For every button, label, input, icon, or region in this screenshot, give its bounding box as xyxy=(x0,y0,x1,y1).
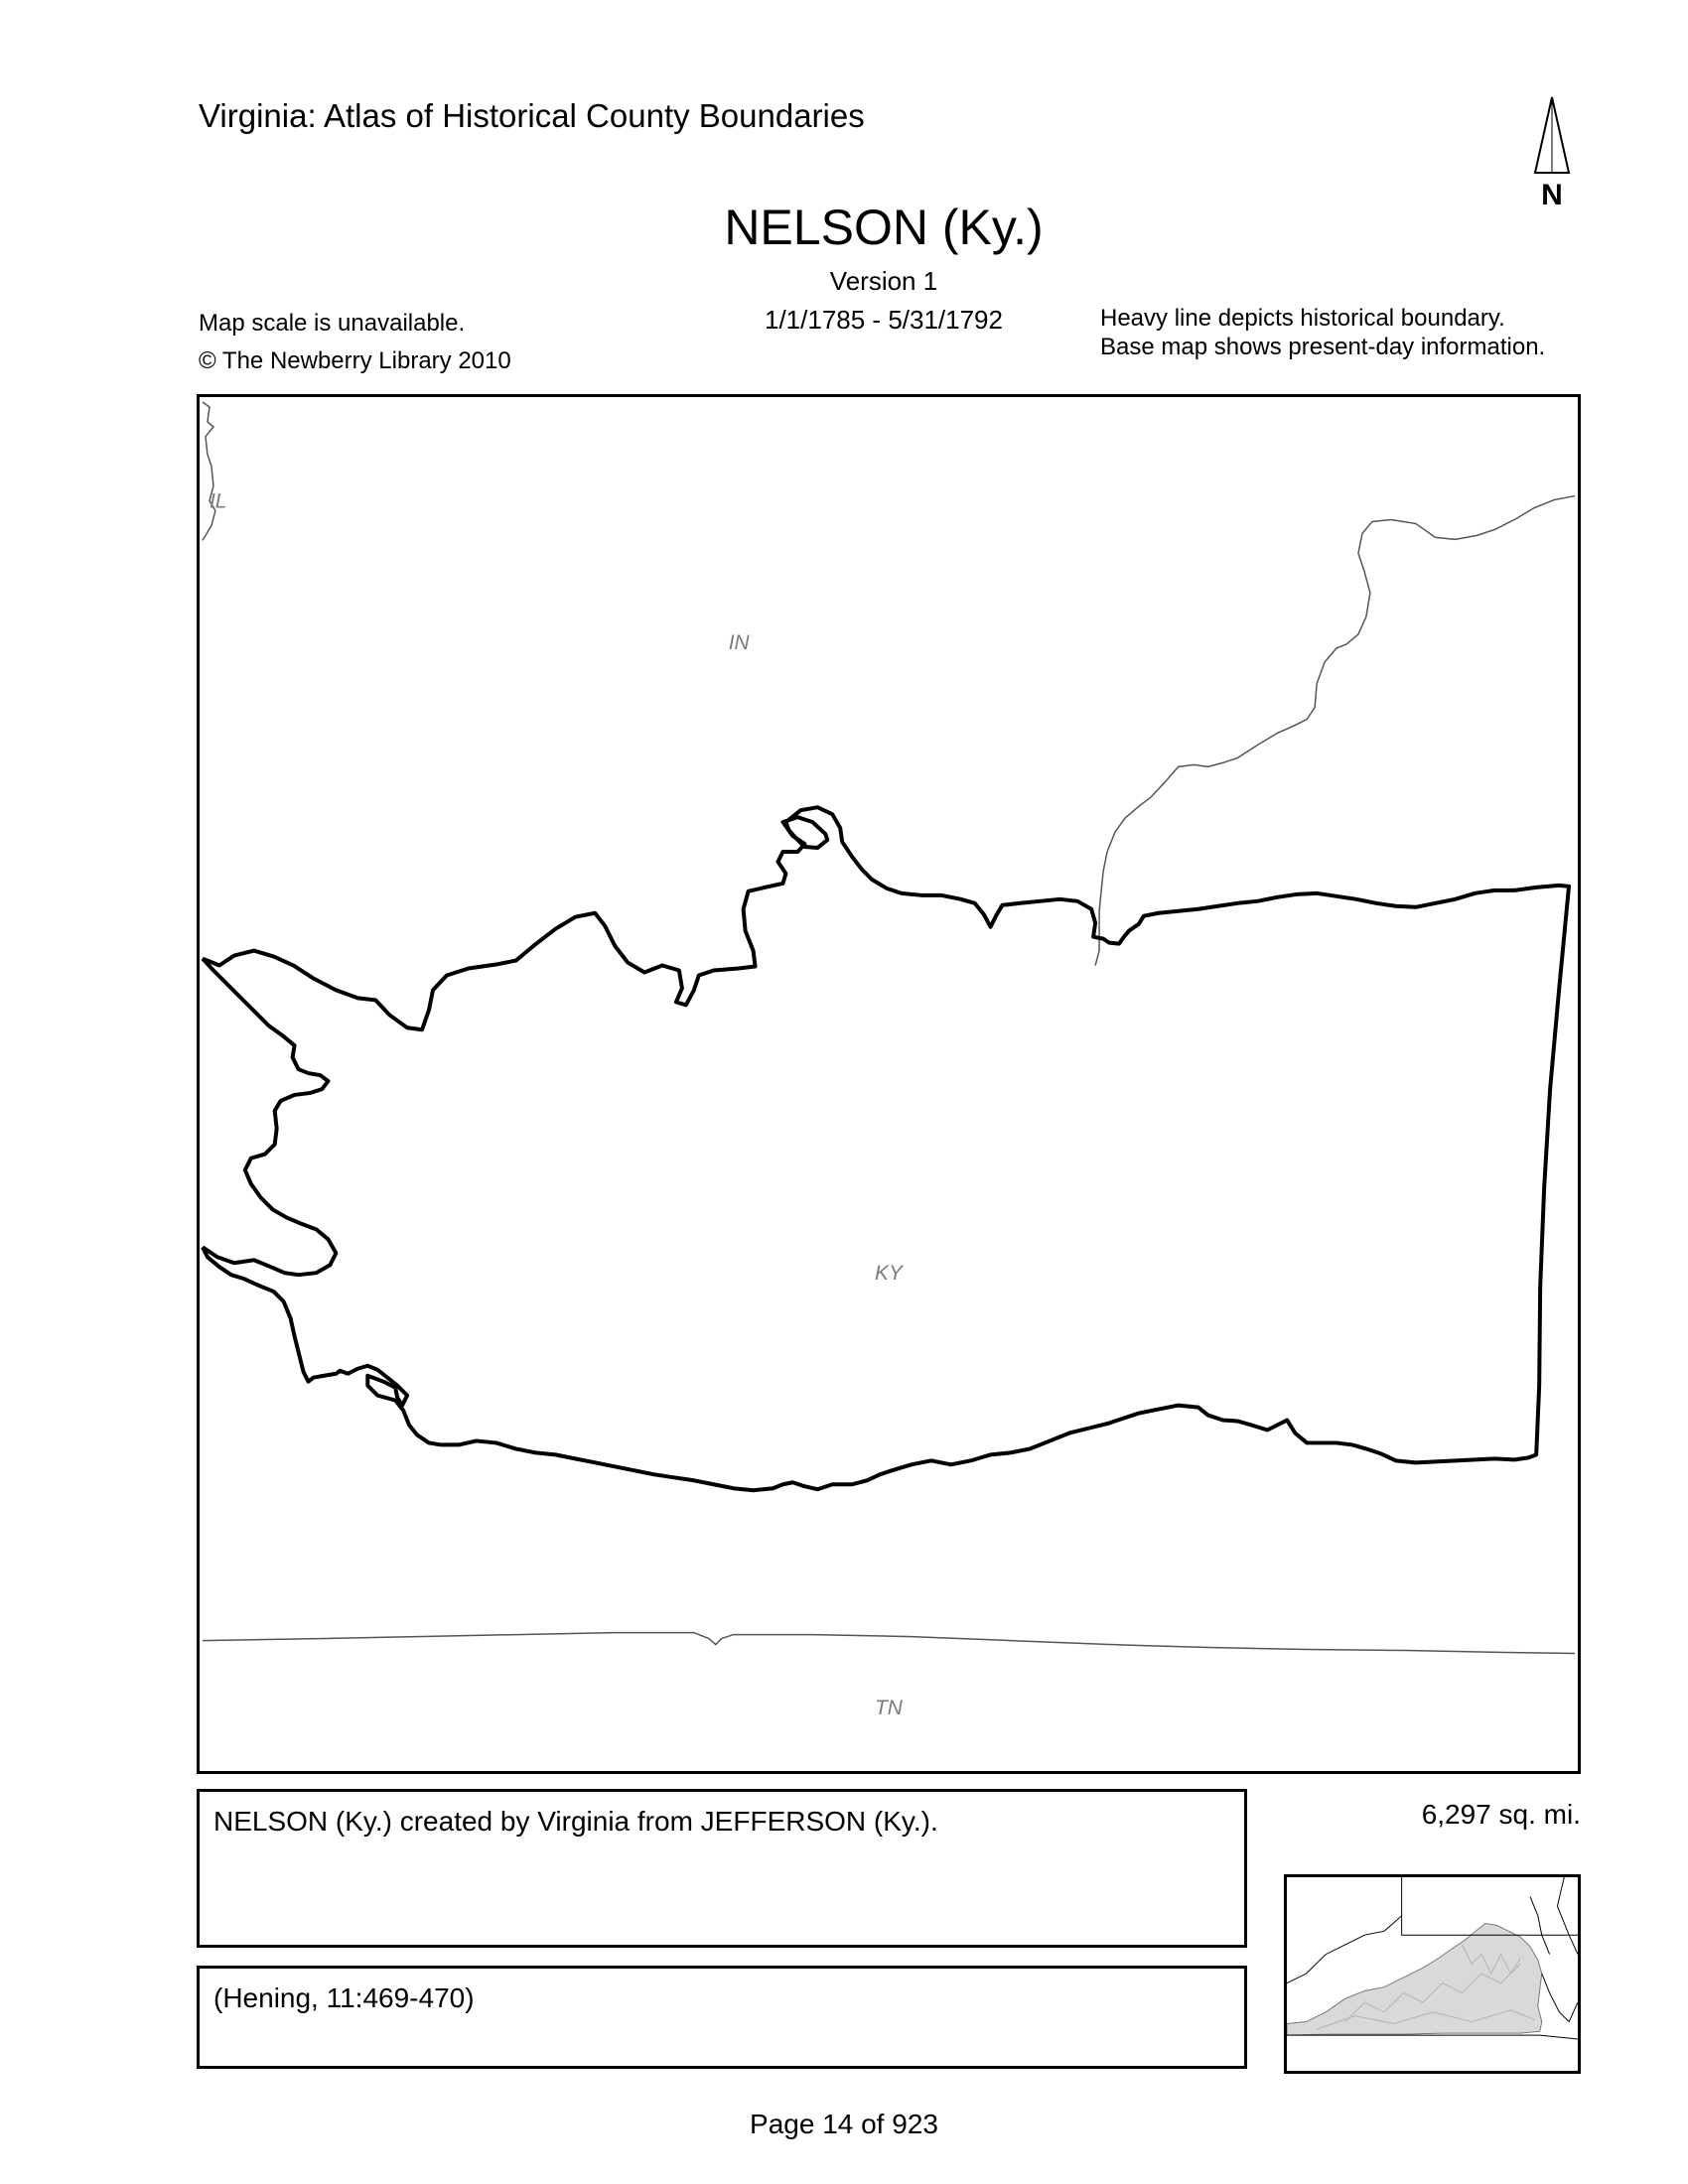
north-label: N xyxy=(1541,179,1563,209)
creation-note-box xyxy=(197,1789,1247,1948)
legend-line-2: Base map shows present-day information. xyxy=(1100,334,1546,360)
citation: (Hening, 11:469-470) xyxy=(213,1982,475,2013)
north-arrow-icon xyxy=(1527,95,1577,209)
locator-map xyxy=(1284,1874,1581,2074)
locator-virginia xyxy=(1287,1924,1542,2036)
state-label-ky: KY xyxy=(875,1262,903,1286)
legend-note xyxy=(1100,304,1545,361)
map-frame[interactable] xyxy=(197,394,1581,1774)
citation-box xyxy=(197,1966,1247,2069)
nelson-county-boundary xyxy=(203,807,1569,1490)
date-range: 1/1/1785 - 5/31/1792 xyxy=(765,305,1003,335)
version-label: Version 1 xyxy=(829,266,938,296)
north-arrow xyxy=(1527,95,1577,209)
scale-note: Map scale is unavailable. xyxy=(199,310,466,337)
il-in-state-line xyxy=(203,402,215,540)
atlas-title: Virginia: Atlas of Historical County Boundaries xyxy=(199,97,865,134)
area-label: 6,297 sq. mi. xyxy=(1421,1799,1581,1830)
state-label-in: IN xyxy=(728,630,750,654)
creation-note: NELSON (Ky.) created by Virginia from JEFFERSON (Ky.). xyxy=(213,1806,938,1837)
legend-line-1: Heavy line depicts historical boundary. xyxy=(1100,305,1505,332)
county-title: NELSON (Ky.) xyxy=(724,200,1044,255)
state-label-il: IL xyxy=(209,489,227,513)
state-label-tn: TN xyxy=(875,1697,903,1720)
copyright: © The Newberry Library 2010 xyxy=(199,347,511,374)
page-number: Page 14 of 923 xyxy=(750,2109,938,2139)
locator-map-icon xyxy=(1287,1877,1578,2071)
western-lobe-boundary xyxy=(203,959,336,1276)
map-canvas xyxy=(200,397,1578,1771)
ky-tn-state-line xyxy=(203,1633,1575,1654)
